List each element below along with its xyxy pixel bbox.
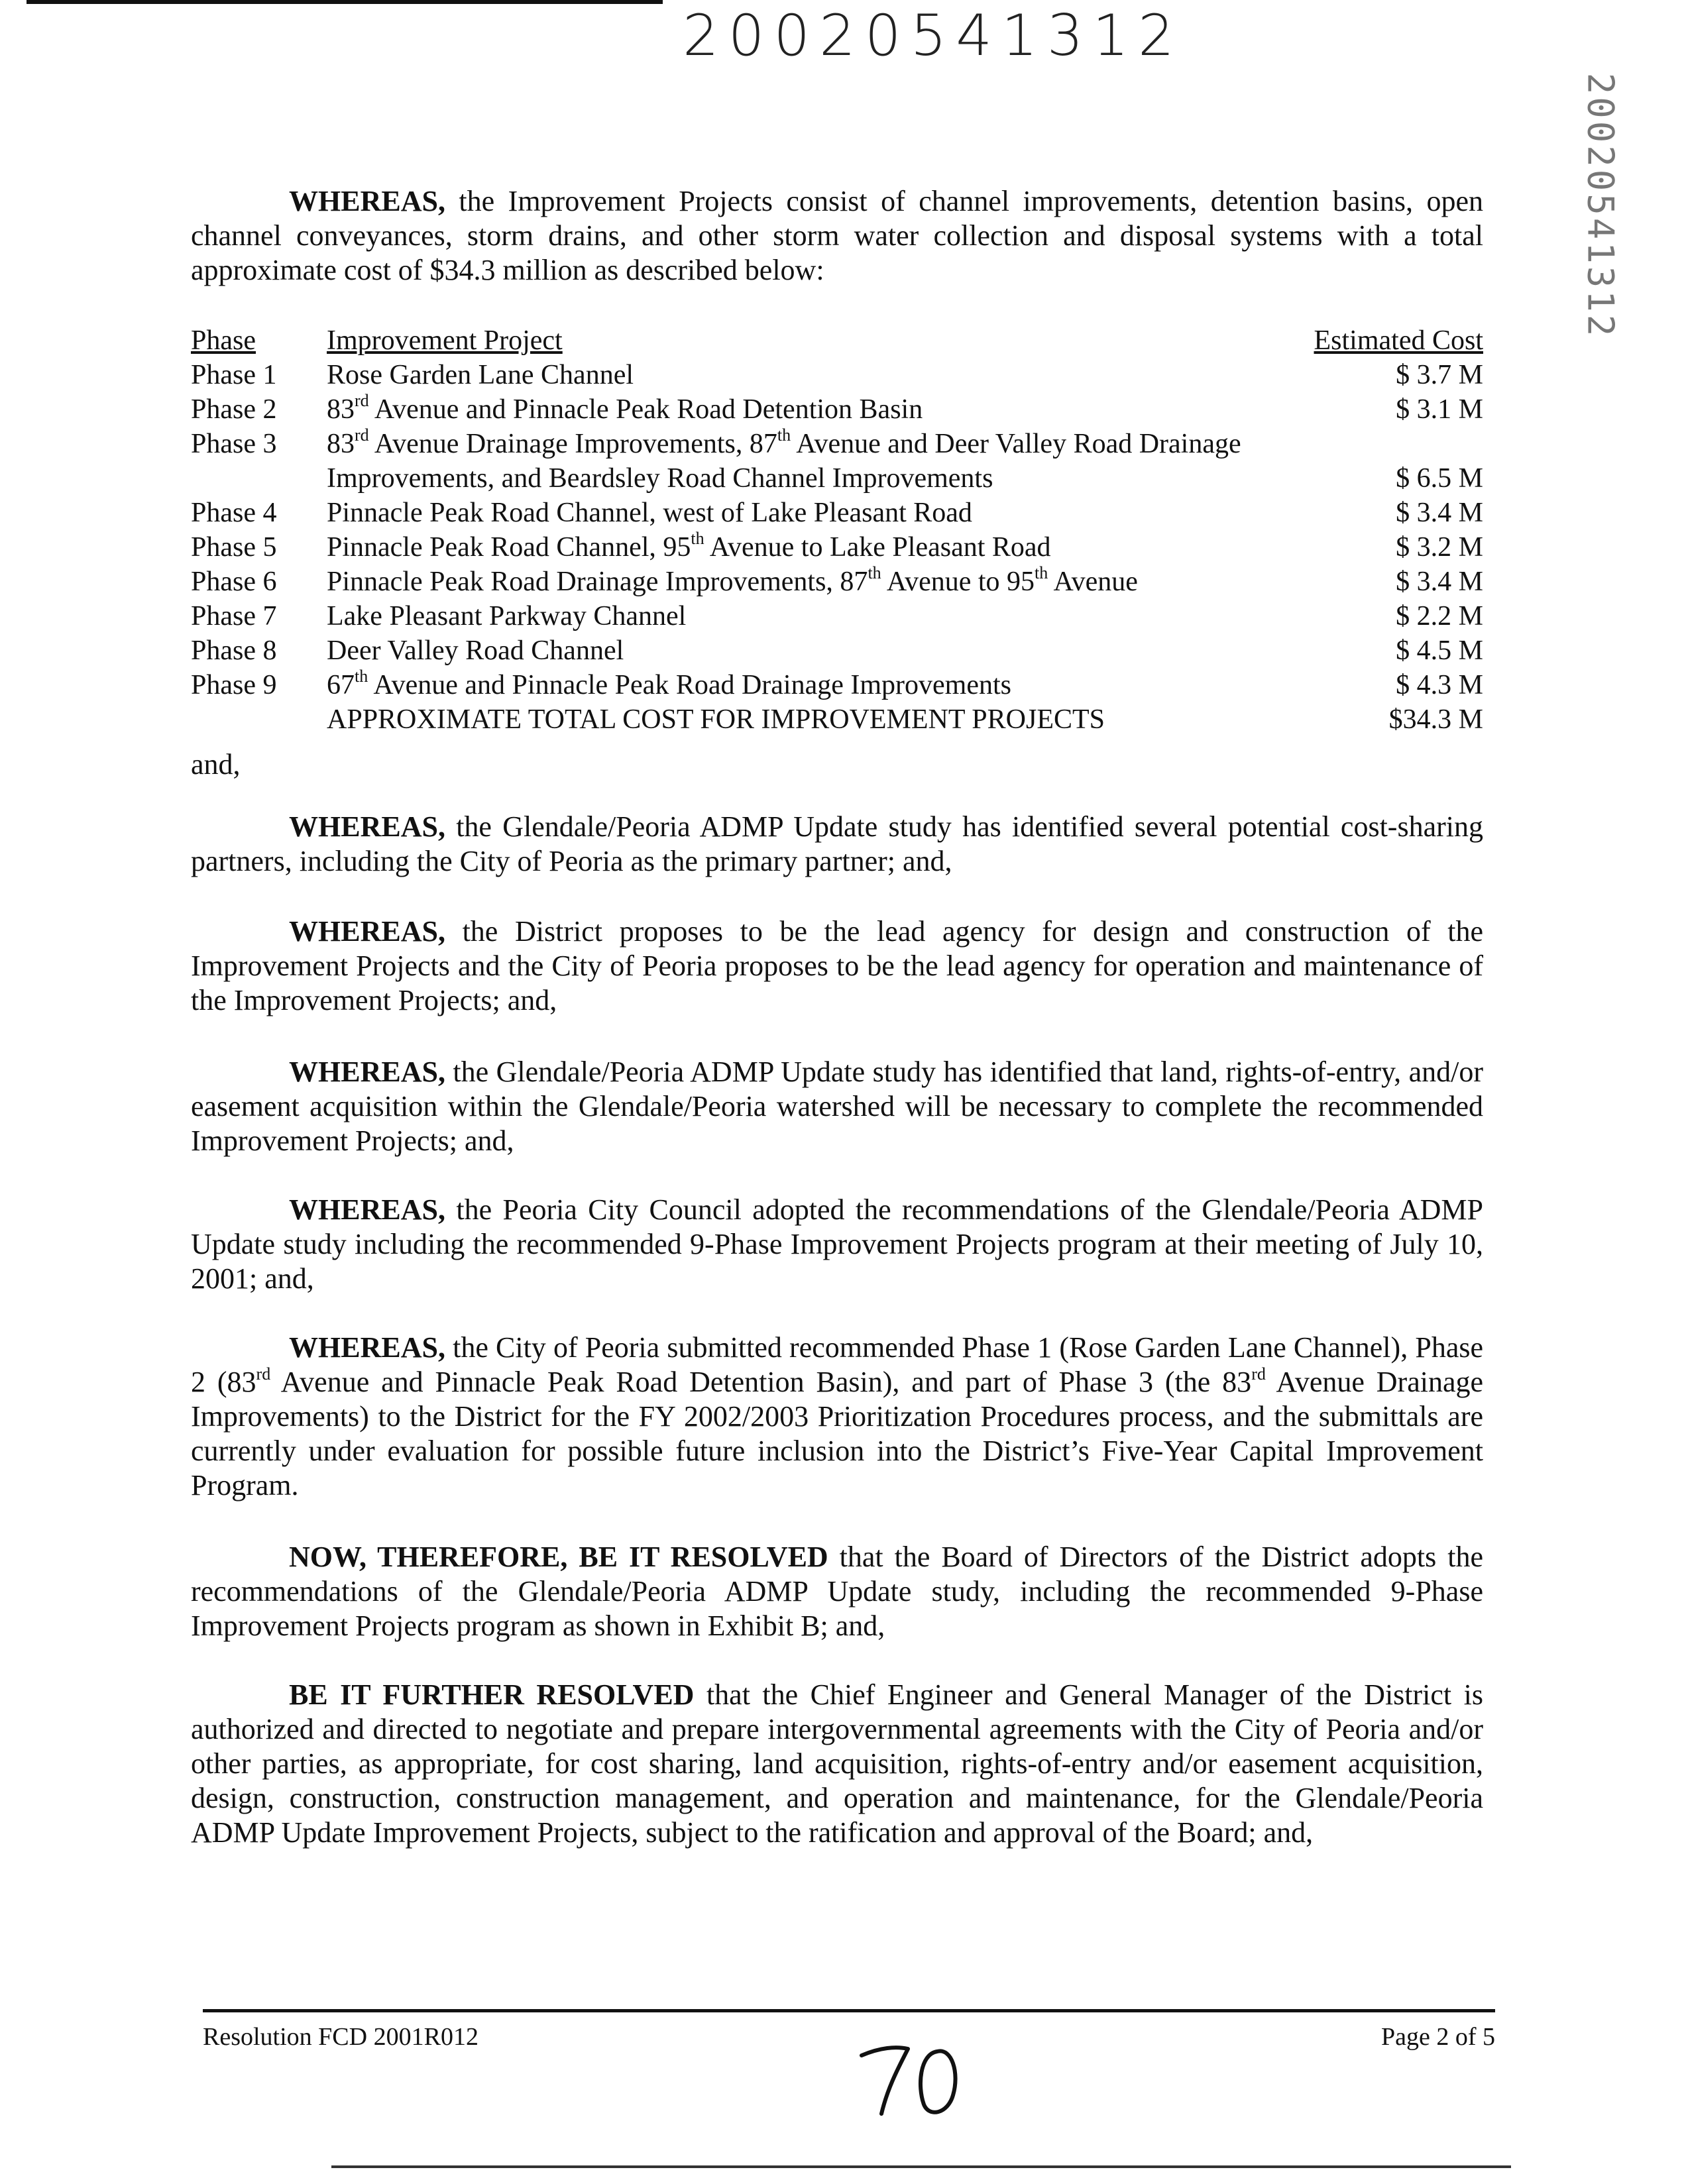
table-row xyxy=(191,392,1483,427)
footer-rule xyxy=(203,2009,1495,2012)
project-cell: Pinnacle Peak Road Drainage Improvements, 87th Avenue to 95th Avenue xyxy=(327,563,1138,597)
total-cost: $34.3 M xyxy=(1388,704,1483,735)
project-cell: Rose Garden Lane Channel xyxy=(327,360,634,390)
paragraph-now-therefore xyxy=(191,1540,1483,1643)
paragraph-whereas-3 xyxy=(191,914,1483,1018)
project-cell: Deer Valley Road Channel xyxy=(327,635,624,666)
paragraph-whereas-6 xyxy=(191,1331,1483,1503)
cost-cell: $ 4.5 M xyxy=(1396,635,1483,666)
paragraph-whereas-4 xyxy=(191,1055,1483,1158)
cost-cell: $ 4.3 M xyxy=(1396,670,1483,700)
paragraph-text: that the Chief Engineer and General Manager of the District is authorized and directed to negotiate and prepare intergovernmental agreements with the City of Peoria and/or other parties, as appropriate, for cost sharing, land acquisition, rights-of-entry and/or easement acquisition, design, construction, construction management, and operation and maintenance, for the Glendale/Peoria ADMP Update Improvement Projects, subject to the ratification and approval of the Board; and, xyxy=(191,1678,1483,1849)
cost-cell: $ 3.2 M xyxy=(1396,532,1483,563)
project-cell: 67th Avenue and Pinnacle Peak Road Drainage Improvements xyxy=(327,667,1011,700)
table-row xyxy=(191,427,1483,496)
paragraph-text: the Glendale/Peoria ADMP Update study has identified that land, rights-of-entry, and/or easement acquisition within the Glendale/Peoria watershed will be necessary to complete the recommended Improvement Projects; and, xyxy=(191,1056,1483,1157)
cost-cell: $ 2.2 M xyxy=(1396,601,1483,631)
side-recorder-stamp xyxy=(1564,72,1637,339)
table-row xyxy=(191,633,1483,668)
phase-cell: Phase 7 xyxy=(191,601,277,631)
table-row xyxy=(191,599,1483,633)
table-row xyxy=(191,565,1483,599)
phase-cell: Phase 1 xyxy=(191,360,277,390)
keyword: WHEREAS, xyxy=(289,185,445,217)
table-header-row xyxy=(191,323,1483,358)
cost-cell: $ 3.1 M xyxy=(1396,394,1483,425)
paragraph-text: that the Board of Directors of the District adopts the recommendations of the Glendale/Peoria ADMP Update study, including the recommended 9-Phase Improvement Projects program as shown in Exhibit B; and, xyxy=(191,1541,1483,1642)
recorder-number: 20020541312 xyxy=(683,3,1184,69)
header-phase: Phase xyxy=(191,325,256,356)
paragraph-text: the City of Peoria submitted recommended Phase 1 (Rose Garden Lane Channel), Phase 2 (83rd Avenue and Pinnacle Peak Road Detention Basin), and part of Phase 3 (the 83rd Avenue Drainage Improvements) to the District for the FY 2002/2003 Prioritization Procedures process, and the submittals are currently under evaluation for possible future inclusion into the District’s Five-Year Capital Improvement Program. xyxy=(191,1331,1484,1502)
project-cell: 83rd Avenue Drainage Improvements, 87th Avenue and Deer Valley Road Drainage Improvements, and Beardsley Road Channel Improvements xyxy=(327,425,1241,494)
project-cell: 83rd Avenue and Pinnacle Peak Road Detention Basin xyxy=(327,391,923,425)
phase-cell: Phase 9 xyxy=(191,670,277,700)
keyword: NOW, THEREFORE, BE IT RESOLVED xyxy=(289,1541,828,1573)
phase-cell: Phase 8 xyxy=(191,635,277,666)
footer-resolution-number: Resolution FCD 2001R012 xyxy=(203,2023,478,2051)
and-text: and, xyxy=(191,748,241,781)
cost-cell: $ 3.4 M xyxy=(1396,567,1483,597)
bottom-rule xyxy=(331,2165,1511,2168)
footer-page-number: Page 2 of 5 xyxy=(1380,2023,1495,2051)
cost-cell: $ 6.5 M xyxy=(1396,463,1483,494)
keyword: WHEREAS, xyxy=(289,1193,445,1226)
top-rule xyxy=(27,0,663,4)
keyword: WHEREAS, xyxy=(289,1056,445,1088)
phase-cell: Phase 2 xyxy=(191,394,277,425)
paragraph-text: the Glendale/Peoria ADMP Update study has identified several potential cost-sharing partners, including the City of Peoria as the primary partner; and, xyxy=(191,810,1483,877)
table-row xyxy=(191,358,1483,392)
cost-cell: $ 3.7 M xyxy=(1396,360,1483,390)
table-row xyxy=(191,496,1483,530)
paragraph-text: the Improvement Projects consist of channel improvements, detention basins, open channel conveyances, storm drains, and other storm water collection and disposal systems with a total approximate cost of $34.3 million as described below: xyxy=(191,185,1483,286)
keyword: WHEREAS, xyxy=(289,915,445,948)
table-row xyxy=(191,530,1483,565)
improvement-projects-table xyxy=(191,323,1483,737)
paragraph-further-resolved xyxy=(191,1678,1483,1850)
header-cost: Estimated Cost xyxy=(1314,325,1483,356)
paragraph-whereas-1 xyxy=(191,184,1483,288)
phase-cell: Phase 3 xyxy=(191,429,277,459)
handwritten-page-number xyxy=(855,2040,968,2119)
paragraph-whereas-2 xyxy=(191,810,1483,879)
keyword: WHEREAS, xyxy=(289,1331,445,1364)
table-row xyxy=(191,668,1483,702)
table-total-row xyxy=(191,702,1483,737)
project-cell: Lake Pleasant Parkway Channel xyxy=(327,601,687,631)
project-cell: Pinnacle Peak Road Channel, 95th Avenue to Lake Pleasant Road xyxy=(327,529,1051,563)
paragraph-text: the District proposes to be the lead agency for design and construction of the Improvement Projects and the City of Peoria proposes to be the lead agency for operation and maintenance of the Improvement Projects; and, xyxy=(191,915,1483,1016)
phase-cell: Phase 6 xyxy=(191,567,277,597)
paragraph-text: the Peoria City Council adopted the recommendations of the Glendale/Peoria ADMP Update study including the recommended 9-Phase Improvement Projects program at their meeting of July 10, 2001; and, xyxy=(191,1193,1483,1295)
side-stamp-text: 20020541312 xyxy=(1579,72,1622,339)
cost-cell: $ 3.4 M xyxy=(1396,498,1483,528)
project-cell: Pinnacle Peak Road Channel, west of Lake Pleasant Road xyxy=(327,498,972,528)
keyword: WHEREAS, xyxy=(289,810,445,843)
phase-cell: Phase 5 xyxy=(191,532,277,563)
total-label: APPROXIMATE TOTAL COST FOR IMPROVEMENT PROJECTS xyxy=(327,704,1105,735)
paragraph-whereas-5 xyxy=(191,1193,1483,1296)
header-project: Improvement Project xyxy=(327,325,563,356)
phase-cell: Phase 4 xyxy=(191,498,277,528)
keyword: BE IT FURTHER RESOLVED xyxy=(289,1678,695,1711)
